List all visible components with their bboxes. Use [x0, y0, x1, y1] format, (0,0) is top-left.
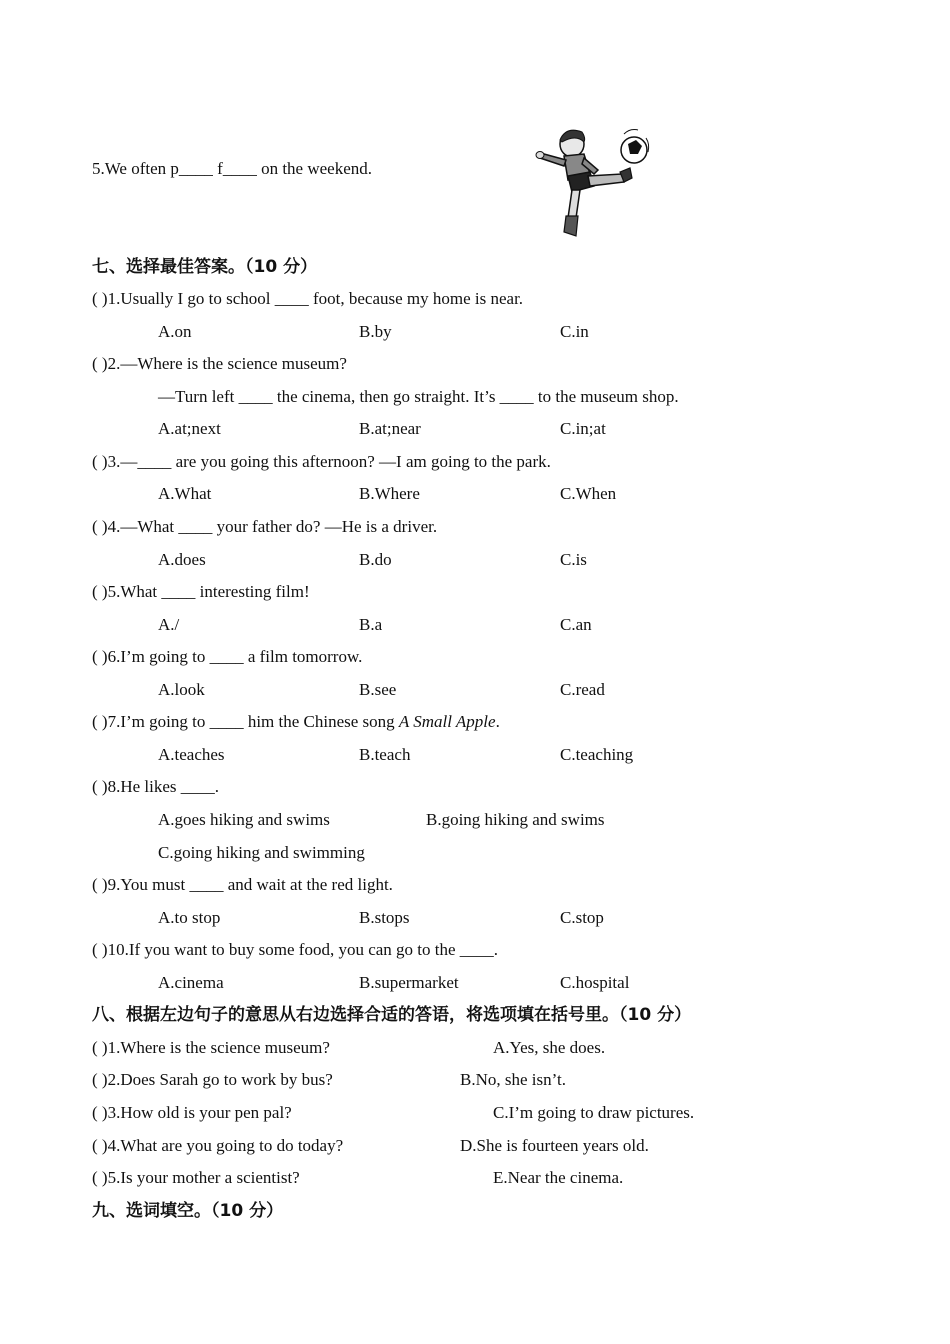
q7-4-option-b: B.do [359, 550, 392, 569]
q7-8-option-c: C.going hiking and swimming [158, 843, 365, 862]
q7-8-option-b: B.going hiking and swims [426, 810, 605, 829]
q7-6-option-b: B.see [359, 680, 397, 699]
q7-3-option-c: C.When [560, 484, 617, 503]
q7-7-option-b: B.teach [359, 745, 411, 764]
q7-5-option-a: A./ [158, 615, 180, 634]
q8-4-question: ( )4.What are you going to do today? [92, 1136, 344, 1155]
q7-8-option-a: A.goes hiking and swims [158, 810, 330, 829]
q7-9-stem: ( )9.You must ____ and wait at the red light. [92, 875, 393, 894]
q7-3-option-a: A.What [158, 484, 212, 503]
q8-answer-d: D.She is fourteen years old. [460, 1136, 649, 1155]
q7-7-option-a: A.teaches [158, 745, 225, 764]
q7-5-option-b: B.a [359, 615, 383, 634]
q8-3-question: ( )3.How old is your pen pal? [92, 1103, 292, 1122]
q7-5-stem: ( )5.What ____ interesting film! [92, 582, 310, 601]
q7-5-option-c: C.an [560, 615, 592, 634]
section-7-heading: 七、选择最佳答案。（10 分） [92, 257, 318, 277]
question-5-text: 5.We often p____ f____ on the weekend. [92, 159, 373, 178]
q7-1-option-b: B.by [359, 322, 392, 341]
q7-4-stem: ( )4.—What ____ your father do? —He is a driver. [92, 517, 438, 536]
q7-7-stem-pre: ( )7.I’m going to ____ him the Chinese song [92, 712, 399, 731]
q7-6-option-a: A.look [158, 680, 205, 699]
q7-2-option-b: B.at;near [359, 419, 421, 438]
q7-3-stem: ( )3.—____ are you going this afternoon? —I am going to the park. [92, 452, 551, 471]
q8-answer-b: B.No, she isn’t. [460, 1070, 566, 1089]
q7-10-stem: ( )10.If you want to buy some food, you can go to the ____. [92, 940, 499, 959]
q7-10-option-b: B.supermarket [359, 973, 459, 992]
q8-1-question: ( )1.Where is the science museum? [92, 1038, 330, 1057]
q7-7-song-title: A Small Apple [398, 712, 496, 731]
q7-2-option-c: C.in;at [560, 419, 606, 438]
q8-answer-e: E.Near the cinema. [493, 1168, 624, 1187]
q7-9-option-a: A.to stop [158, 908, 221, 927]
q7-4-option-a: A.does [158, 550, 206, 569]
q8-answer-c: C.I’m going to draw pictures. [493, 1103, 695, 1122]
q7-9-option-c: C.stop [560, 908, 604, 927]
q7-7-stem-post: . [495, 712, 500, 731]
section-8-heading: 八、根据左边句子的意思从右边选择合适的答语，将选项填在括号里。（10 分） [92, 1005, 692, 1025]
q7-10-option-a: A.cinema [158, 973, 224, 992]
q7-8-stem: ( )8.He likes ____. [92, 777, 220, 796]
q7-2-stem: ( )2.—Where is the science museum? [92, 354, 347, 373]
section-9-heading: 九、选词填空。（10 分） [92, 1201, 284, 1221]
q7-4-option-c: C.is [560, 550, 587, 569]
q7-3-option-b: B.Where [359, 484, 420, 503]
q7-2-option-a: A.at;next [158, 419, 221, 438]
q7-2-stem-line2: —Turn left ____ the cinema, then go straight. It’s ____ to the museum shop. [158, 387, 679, 406]
q7-9-option-b: B.stops [359, 908, 410, 927]
q8-answer-a: A.Yes, she does. [493, 1038, 606, 1057]
q7-6-stem: ( )6.I’m going to ____ a film tomorrow. [92, 647, 363, 666]
q7-6-option-c: C.read [560, 680, 605, 699]
q7-1-option-c: C.in [560, 322, 589, 341]
q7-7-stem [92, 711, 500, 733]
q7-7-option-c: C.teaching [560, 745, 634, 764]
q7-1-stem: ( )1.Usually I go to school ____ foot, because my home is near. [92, 289, 524, 308]
boy-kicking-football-illustration [532, 124, 652, 242]
q8-2-question: ( )2.Does Sarah go to work by bus? [92, 1070, 333, 1089]
q7-1-option-a: A.on [158, 322, 192, 341]
q7-10-option-c: C.hospital [560, 973, 630, 992]
q8-5-question: ( )5.Is your mother a scientist? [92, 1168, 300, 1187]
